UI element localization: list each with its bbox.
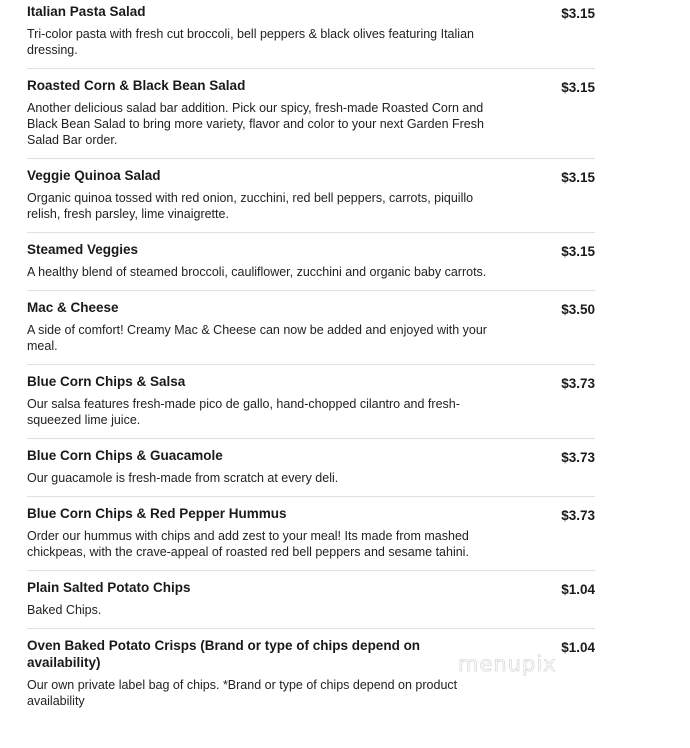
item-description: Baked Chips. <box>27 603 102 617</box>
menu-item <box>27 291 595 365</box>
item-name: Plain Salted Potato Chips <box>27 580 191 595</box>
item-name: Oven Baked Potato Crisps (Brand or type of chips depend on availability) <box>27 638 421 670</box>
item-description: Order our hummus with chips and add zest to your meal! Its made from mashed chickpeas, with the crave-appeal of roasted red bell peppers and sesame tahini. <box>27 529 469 559</box>
menu-item <box>27 439 595 497</box>
item-name: Italian Pasta Salad <box>27 4 146 19</box>
item-price: $3.73 <box>561 450 595 465</box>
item-name: Blue Corn Chips & Guacamole <box>27 448 223 463</box>
menupix-watermark: menupix <box>458 652 557 676</box>
menu-item <box>27 365 595 439</box>
menu-item <box>27 233 595 291</box>
item-price: $1.04 <box>561 640 595 655</box>
item-price: $3.50 <box>561 302 595 317</box>
item-name: Blue Corn Chips & Red Pepper Hummus <box>27 506 287 521</box>
item-price: $3.73 <box>561 376 595 391</box>
item-price: $3.15 <box>561 170 595 185</box>
item-name: Blue Corn Chips & Salsa <box>27 374 186 389</box>
item-name: Mac & Cheese <box>27 300 119 315</box>
item-price: $3.73 <box>561 508 595 523</box>
menu-item <box>27 497 595 571</box>
item-description: Tri-color pasta with fresh cut broccoli, bell peppers & black olives featuring Italian dressing. <box>27 27 474 57</box>
item-description: A healthy blend of steamed broccoli, cauliflower, zucchini and organic baby carrots. <box>27 265 487 279</box>
menu-item <box>27 0 595 69</box>
menu-item <box>27 571 595 629</box>
item-name: Veggie Quinoa Salad <box>27 168 161 183</box>
item-description: Organic quinoa tossed with red onion, zucchini, red bell peppers, carrots, piquillo relish, fresh parsley, lime vinaigrette. <box>27 191 474 221</box>
menu-item <box>27 159 595 233</box>
item-price: $3.15 <box>561 244 595 259</box>
item-price: $1.04 <box>561 582 595 597</box>
item-description: Our guacamole is fresh-made from scratch at every deli. <box>27 471 339 485</box>
item-name: Roasted Corn & Black Bean Salad <box>27 78 246 93</box>
menu-list <box>27 0 595 713</box>
item-name: Steamed Veggies <box>27 242 139 257</box>
menu-item <box>27 69 595 159</box>
item-price: $3.15 <box>561 80 595 95</box>
item-description: A side of comfort! Creamy Mac & Cheese can now be added and enjoyed with your meal. <box>27 323 487 353</box>
item-description: Our salsa features fresh-made pico de gallo, hand-chopped cilantro and fresh-squeezed lime juice. <box>27 397 460 427</box>
item-price: $3.15 <box>561 6 595 21</box>
item-description: Our own private label bag of chips. *Brand or type of chips depend on product availability <box>27 678 458 708</box>
item-description: Another delicious salad bar addition. Pick our spicy, fresh-made Roasted Corn and Black Bean Salad to bring more variety, flavor and color to your next Garden Fresh Salad Bar order. <box>27 101 484 147</box>
